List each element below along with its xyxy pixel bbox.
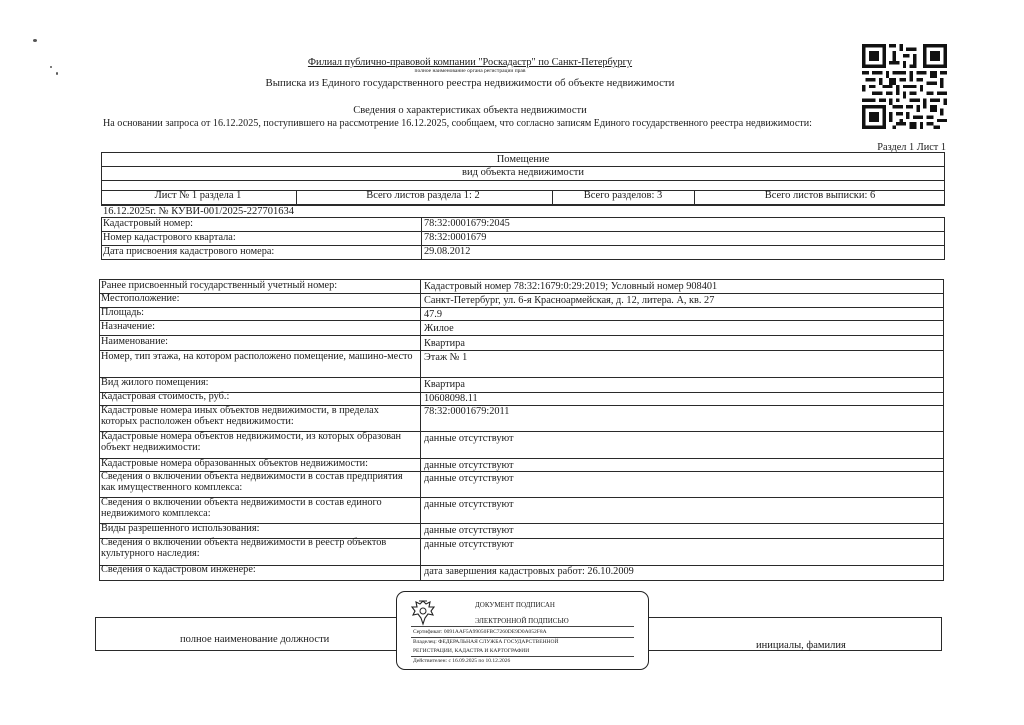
object-type-caption: вид объекта недвижимости (462, 167, 584, 178)
engineer-value: дата завершения кадастровых работ: 26.10.2009 (424, 566, 634, 577)
floor-label: Номер, тип этажа, на котором расположено помещение, машино-место (101, 351, 413, 362)
section-sheets-total: Всего листов раздела 1: 2 (366, 190, 480, 201)
parent-objects-value: 78:32:0001679:2011 (424, 406, 510, 417)
purpose-value: Жилое (424, 323, 454, 334)
enterprise-value: данные отсутствуют (424, 473, 514, 484)
name-label: Наименование: (101, 336, 169, 347)
document-number: 16.12.2025г. № КУВИ-001/2025-227701634 (103, 206, 294, 217)
stamp-line-1: ДОКУМЕНТ ПОДПИСАН (475, 601, 555, 609)
assignment-date-label: Дата присвоения кадастрового номера: (103, 246, 275, 257)
sheet-number: Лист № 1 раздела 1 (154, 190, 242, 201)
scan-speck (50, 66, 52, 68)
area-value: 47.9 (424, 309, 443, 320)
source-objects-label: Кадастровые номера объектов недвижимости, из которых образован объект недвижимости: (101, 431, 402, 453)
unified-complex-label: Сведения о включении объекта недвижимости в состав единого недвижимого комплекса: (101, 497, 382, 519)
section-title: Сведения о характеристиках объекта недвижимости (353, 105, 587, 116)
area-label: Площадь: (101, 307, 145, 318)
dwelling-type-value: Квартира (424, 379, 465, 390)
name-caption: инициалы, фамилия (756, 640, 846, 651)
location-label: Местоположение: (101, 293, 180, 304)
engineer-label: Сведения о кадастровом инженере: (101, 564, 256, 575)
coat-of-arms-icon (409, 598, 437, 628)
heritage-value: данные отсутствуют (424, 539, 514, 550)
section-page: Раздел 1 Лист 1 (877, 142, 946, 153)
electronic-signature-stamp (396, 591, 649, 670)
stamp-line-2: ЭЛЕКТРОННОЙ ПОДПИСЬЮ (475, 617, 569, 625)
heritage-label: Сведения о включении объекта недвижимости в реестр объектов культурного наследия: (101, 537, 387, 559)
permitted-use-value: данные отсутствуют (424, 525, 514, 536)
permitted-use-label: Виды разрешенного использования: (101, 523, 260, 534)
formed-objects-value: данные отсутствуют (424, 460, 514, 471)
dwelling-type-label: Вид жилого помещения: (101, 377, 209, 388)
stamp-owner-1: Владелец: ФЕДЕРАЛЬНАЯ СЛУЖБА ГОСУДАРСТВЕННОЙ (413, 639, 559, 645)
location-value: Санкт-Петербург, ул. 6-я Красноармейская, д. 12, литера. А, кв. 27 (424, 295, 715, 306)
scan-speck (33, 39, 37, 42)
formed-objects-label: Кадастровые номера образованных объектов недвижимости: (101, 458, 368, 469)
request-line: На основании запроса от 16.12.2025, поступившего на рассмотрение 16.12.2025, сообщаем, что согласно записям Единого государственного реестра недвижимости: (103, 118, 812, 129)
previous-number-label: Ранее присвоенный государственный учетный номер: (101, 280, 338, 291)
cadastral-value-value: 10608098.11 (424, 393, 478, 404)
sections-total: Всего разделов: 3 (583, 190, 663, 201)
object-type: Помещение (496, 154, 550, 165)
stamp-certificate: Сертификат: 0091AAF5A99050FBC7260DE9D0A052F8A (413, 629, 547, 635)
position-caption: полное наименование должности (180, 634, 330, 645)
enterprise-label: Сведения о включении объекта недвижимости в состав предприятия как имущественного комплекса: (101, 471, 403, 493)
name-value: Квартира (424, 338, 465, 349)
source-objects-value: данные отсутствуют (424, 433, 514, 444)
scan-speck (56, 72, 58, 75)
cadastral-quarter-value: 78:32:0001679 (424, 232, 487, 243)
stamp-validity: Действителен: с 16.09.2025 по 10.12.2026 (413, 658, 511, 664)
floor-value: Этаж № 1 (424, 352, 468, 363)
organization-name: Филиал публично-правовой компании "Роскадастр" по Санкт-Петербургу (307, 57, 633, 68)
parent-objects-label: Кадастровые номера иных объектов недвижимости, в пределах которых расположен объект недвижимости: (101, 405, 379, 427)
stamp-owner-2: РЕГИСТРАЦИИ, КАДАСТРА И КАРТОГРАФИИ (413, 648, 530, 654)
previous-number-value: Кадастровый номер 78:32:1679:0:29:2019; Условный номер 908401 (424, 281, 718, 292)
purpose-label: Назначение: (101, 321, 155, 332)
assignment-date-value: 29.08.2012 (424, 246, 471, 257)
unified-complex-value: данные отсутствуют (424, 499, 514, 510)
cadastral-value-label: Кадастровая стоимость, руб.: (101, 391, 230, 402)
cadastral-number-value: 78:32:0001679:2045 (424, 218, 510, 229)
cadastral-number-label: Кадастровый номер: (103, 218, 194, 229)
cadastral-quarter-label: Номер кадастрового квартала: (103, 232, 236, 243)
extract-sheets-total: Всего листов выписки: 6 (764, 190, 876, 201)
organization-caption: полное наименование органа регистрации прав (414, 68, 526, 74)
qr-code (862, 44, 947, 129)
document-title: Выписка из Единого государственного реестра недвижимости об объекте недвижимости (265, 77, 675, 89)
